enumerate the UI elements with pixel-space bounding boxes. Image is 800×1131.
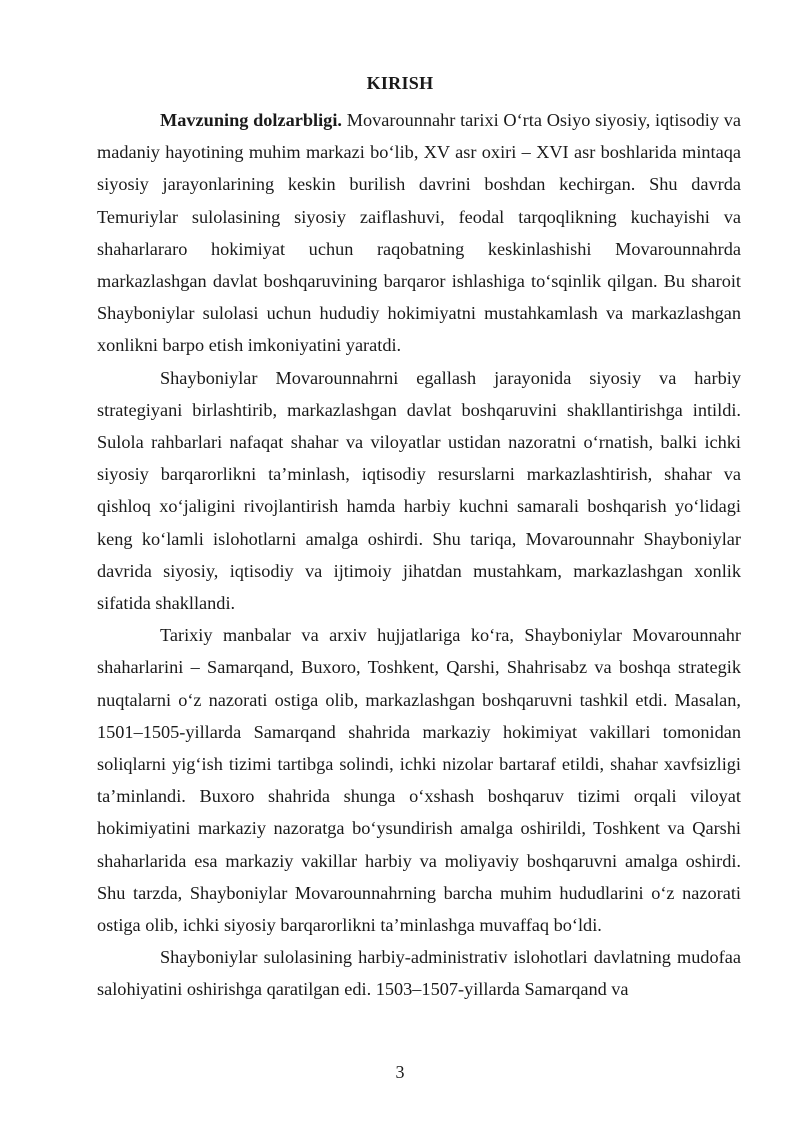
paragraph-text: Shayboniylar sulolasining harbiy-administrativ islohotlari davlatning mudofaa salohiyatini oshirishga qaratilgan edi. 1503–1507-yillarda Samarqand va — [97, 947, 741, 1000]
section-heading: KIRISH — [366, 73, 434, 93]
paragraph-relevance — [97, 104, 741, 362]
page-number: 3 — [395, 1062, 405, 1082]
paragraph-reforms — [97, 941, 741, 1005]
body-text — [97, 104, 741, 1006]
paragraph-lead: Mavzuning dolzarbligi. — [160, 110, 342, 130]
paragraph-sources — [97, 619, 741, 941]
paragraph-text: Tarixiy manbalar va arxiv hujjatlariga ko‘ra, Shayboniylar Movarounnahr shaharlarini – Samarqand, Buxoro, Toshkent, Qarshi, Shahrisabz va boshqa strategik nuqtalarni o‘z nazorati ostiga olib, markazlashgan boshqaruvni tashkil etdi. Masalan, 1501–1505-yillarda Samarqand shahrida markaziy hokimiyat vakillari tomonidan soliqlarni yig‘ish tizimi tartibga solindi, ichki nizolar bartaraf etildi, shahar xavfsizligi ta’minlandi. Buxoro shahrida shunga o‘xshash boshqaruv tizimi orqali viloyat hokimiyatini markaziy nazoratga bo‘ysundirish amalga oshirildi, Toshkent va Qarshi shaharlarida esa markaziy vakillar harbiy va moliyaviy boshqaruvni amalga oshirdi. Shu tarzda, Shayboniylar Movarounnahrning barcha muhim hududlarini o‘z nazorati ostiga olib, ichki siyosiy barqarorlikni ta’minlashga muvaffaq bo‘ldi. — [97, 625, 741, 936]
paragraph-text: Shayboniylar Movarounnahrni egallash jarayonida siyosiy va harbiy strategiyani birlashtirib, markazlashgan davlat boshqaruvini shakllantirishga intildi. Sulola rahbarlari nafaqat shahar va viloyatlar ustidan nazoratni o‘rnatish, balki ichki siyosiy barqarorlikni ta’minlash, iqtisodiy resurslarni markazlashtirish, shahar va qishloq xo‘jaligini rivojlantirish hamda harbiy kuchni samarali boshqarish yo‘lidagi keng ko‘lamli islohotlarni amalga oshirdi. Shu tariqa, Movarounnahr Shayboniylar davrida siyosiy, iqtisodiy va ijtimoiy jihatdan mustahkam, markazlashgan xonlik sifatida shakllandi. — [97, 367, 741, 614]
paragraph-text: Movarounnahr tarixi O‘rta Osiyo siyosiy, iqtisodiy va madaniy hayotining muhim markazi bo‘lib, XV asr oxiri – XVI asr boshlarida mintaqa siyosiy jarayonlarining keskin burilish davrini boshdan kechirgan. Shu davrda Temuriylar sulolasining siyosiy zaiflashuvi, feodal tarqoqlikning kuchayishi va shaharlararo hokimiyat uchun raqobatning keskinlashishi Movarounnahrda markazlashgan davlat boshqaruvining barqaror ishlashiga to‘sqinlik qilgan. Bu sharoit Shayboniylar sulolasi uchun hududiy hokimiyatni mustahkamlash va markazlashgan xonlikni barpo etish imkoniyatini yaratdi. — [97, 110, 741, 356]
paragraph-strategy — [97, 362, 741, 620]
